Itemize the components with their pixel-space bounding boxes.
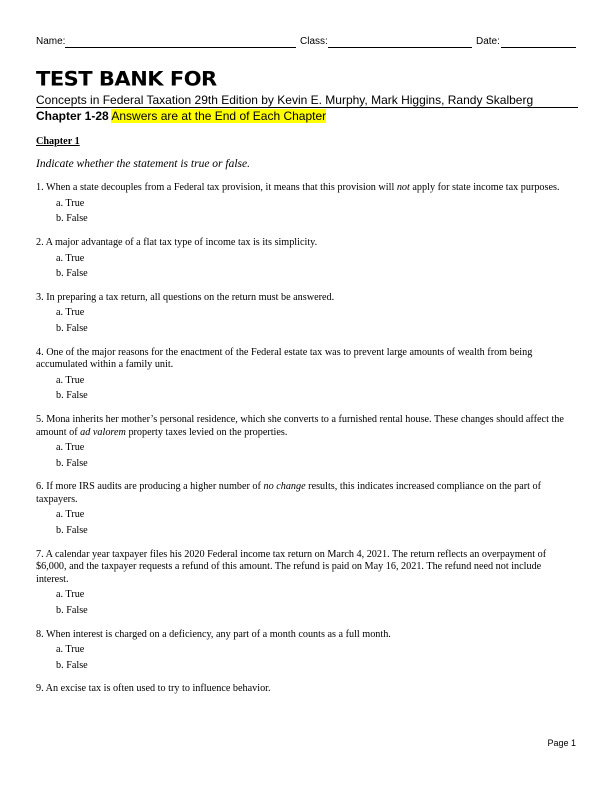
chapters-line — [36, 109, 326, 123]
answer-option: a. True — [56, 252, 85, 264]
question-text-segment: 7. A calendar year taxpayer files his 2020 Federal income tax return on March 4, 2021. The return reflects an overpayment of $6,000, and the taxpayer requests a refund of this amount. The refund is paid on May 16, 2021. The refund need not include interest. — [36, 548, 547, 585]
question-text-segment: 3. In preparing a tax return, all questions on the return must be answered. — [36, 291, 335, 303]
question-item — [36, 481, 576, 537]
date-label: Date: — [476, 36, 500, 47]
answer-option: b. False — [56, 322, 88, 334]
answer-option: b. False — [56, 525, 88, 537]
answer-option: b. False — [56, 659, 88, 671]
answer-option: b. False — [56, 605, 88, 617]
question-text-emphasis: not — [396, 182, 410, 194]
question-item — [36, 683, 576, 696]
question-item — [36, 237, 576, 281]
name-label: Name: — [36, 36, 66, 47]
chapters-range: Chapter 1-28 — [36, 109, 109, 123]
question-text-emphasis: no change — [263, 481, 306, 493]
instruction-text: Indicate whether the statement is true or false. — [36, 157, 250, 170]
answer-option: b. False — [56, 268, 88, 280]
question-text-segment: 8. When interest is charged on a deficiency, any part of a month counts as a full month. — [36, 628, 391, 640]
question-item — [36, 629, 576, 673]
question-item — [36, 347, 576, 403]
question-text-segment: 4. One of the major reasons for the enactment of the Federal estate tax was to prevent large amounts of wealth from being accumulated within a family unit. — [36, 346, 533, 371]
page-number: Page 1 — [547, 738, 576, 748]
answer-option: a. True — [56, 374, 85, 386]
question-text-segment: 1. When a state decouples from a Federal tax provision, it means that this provision will — [36, 182, 397, 194]
answer-option: a. True — [56, 442, 85, 454]
question-text — [36, 414, 576, 439]
question-text — [36, 237, 576, 250]
question-text-segment: apply for state income tax purposes. — [409, 182, 560, 194]
answer-option: b. False — [56, 213, 88, 225]
answer-option: b. False — [56, 390, 88, 402]
question-item — [36, 182, 576, 226]
question-text-segment: 9. An excise tax is often used to try to influence behavior. — [36, 683, 271, 695]
question-text-segment: 6. If more IRS audits are producing a higher number of — [36, 481, 264, 493]
question-text — [36, 481, 576, 506]
class-blank — [328, 47, 472, 48]
student-info-header — [36, 36, 576, 50]
question-text — [36, 347, 576, 372]
question-text-segment: results, this indicates increased compliance on the part of taxpayers. — [36, 481, 541, 505]
question-text — [36, 549, 576, 587]
question-text-segment: 2. A major advantage of a flat tax type of income tax is its simplicity. — [36, 236, 318, 248]
question-text — [36, 292, 576, 305]
title-divider — [36, 107, 578, 108]
question-item — [36, 414, 576, 470]
page-title: TEST BANK FOR — [36, 68, 217, 91]
question-text — [36, 683, 576, 696]
questions-section — [36, 136, 576, 707]
question-item — [36, 549, 576, 618]
name-blank — [65, 47, 296, 48]
chapter-heading: Chapter 1 — [36, 136, 80, 147]
question-text — [36, 182, 576, 195]
question-item — [36, 292, 576, 336]
answer-option: a. True — [56, 197, 85, 209]
answer-option: a. True — [56, 589, 85, 601]
question-text — [36, 629, 576, 642]
answer-option: a. True — [56, 307, 85, 319]
date-blank — [501, 47, 576, 48]
answers-note: Answers are at the End of Each Chapter — [111, 109, 327, 123]
question-text-emphasis: ad valorem — [80, 426, 126, 438]
class-label: Class: — [300, 36, 328, 47]
question-list — [36, 182, 576, 696]
question-text-segment: property taxes levied on the properties. — [125, 426, 288, 438]
answer-option: a. True — [56, 509, 85, 521]
answer-option: b. False — [56, 457, 88, 469]
answer-option: a. True — [56, 644, 85, 656]
book-subtitle: Concepts in Federal Taxation 29th Edition by Kevin E. Murphy, Mark Higgins, Randy Skalberg — [36, 93, 534, 107]
question-text-segment: 5. Mona inherits her mother’s personal residence, which she converts to a furnished rental house. These changes should affect the amount of — [36, 413, 564, 438]
